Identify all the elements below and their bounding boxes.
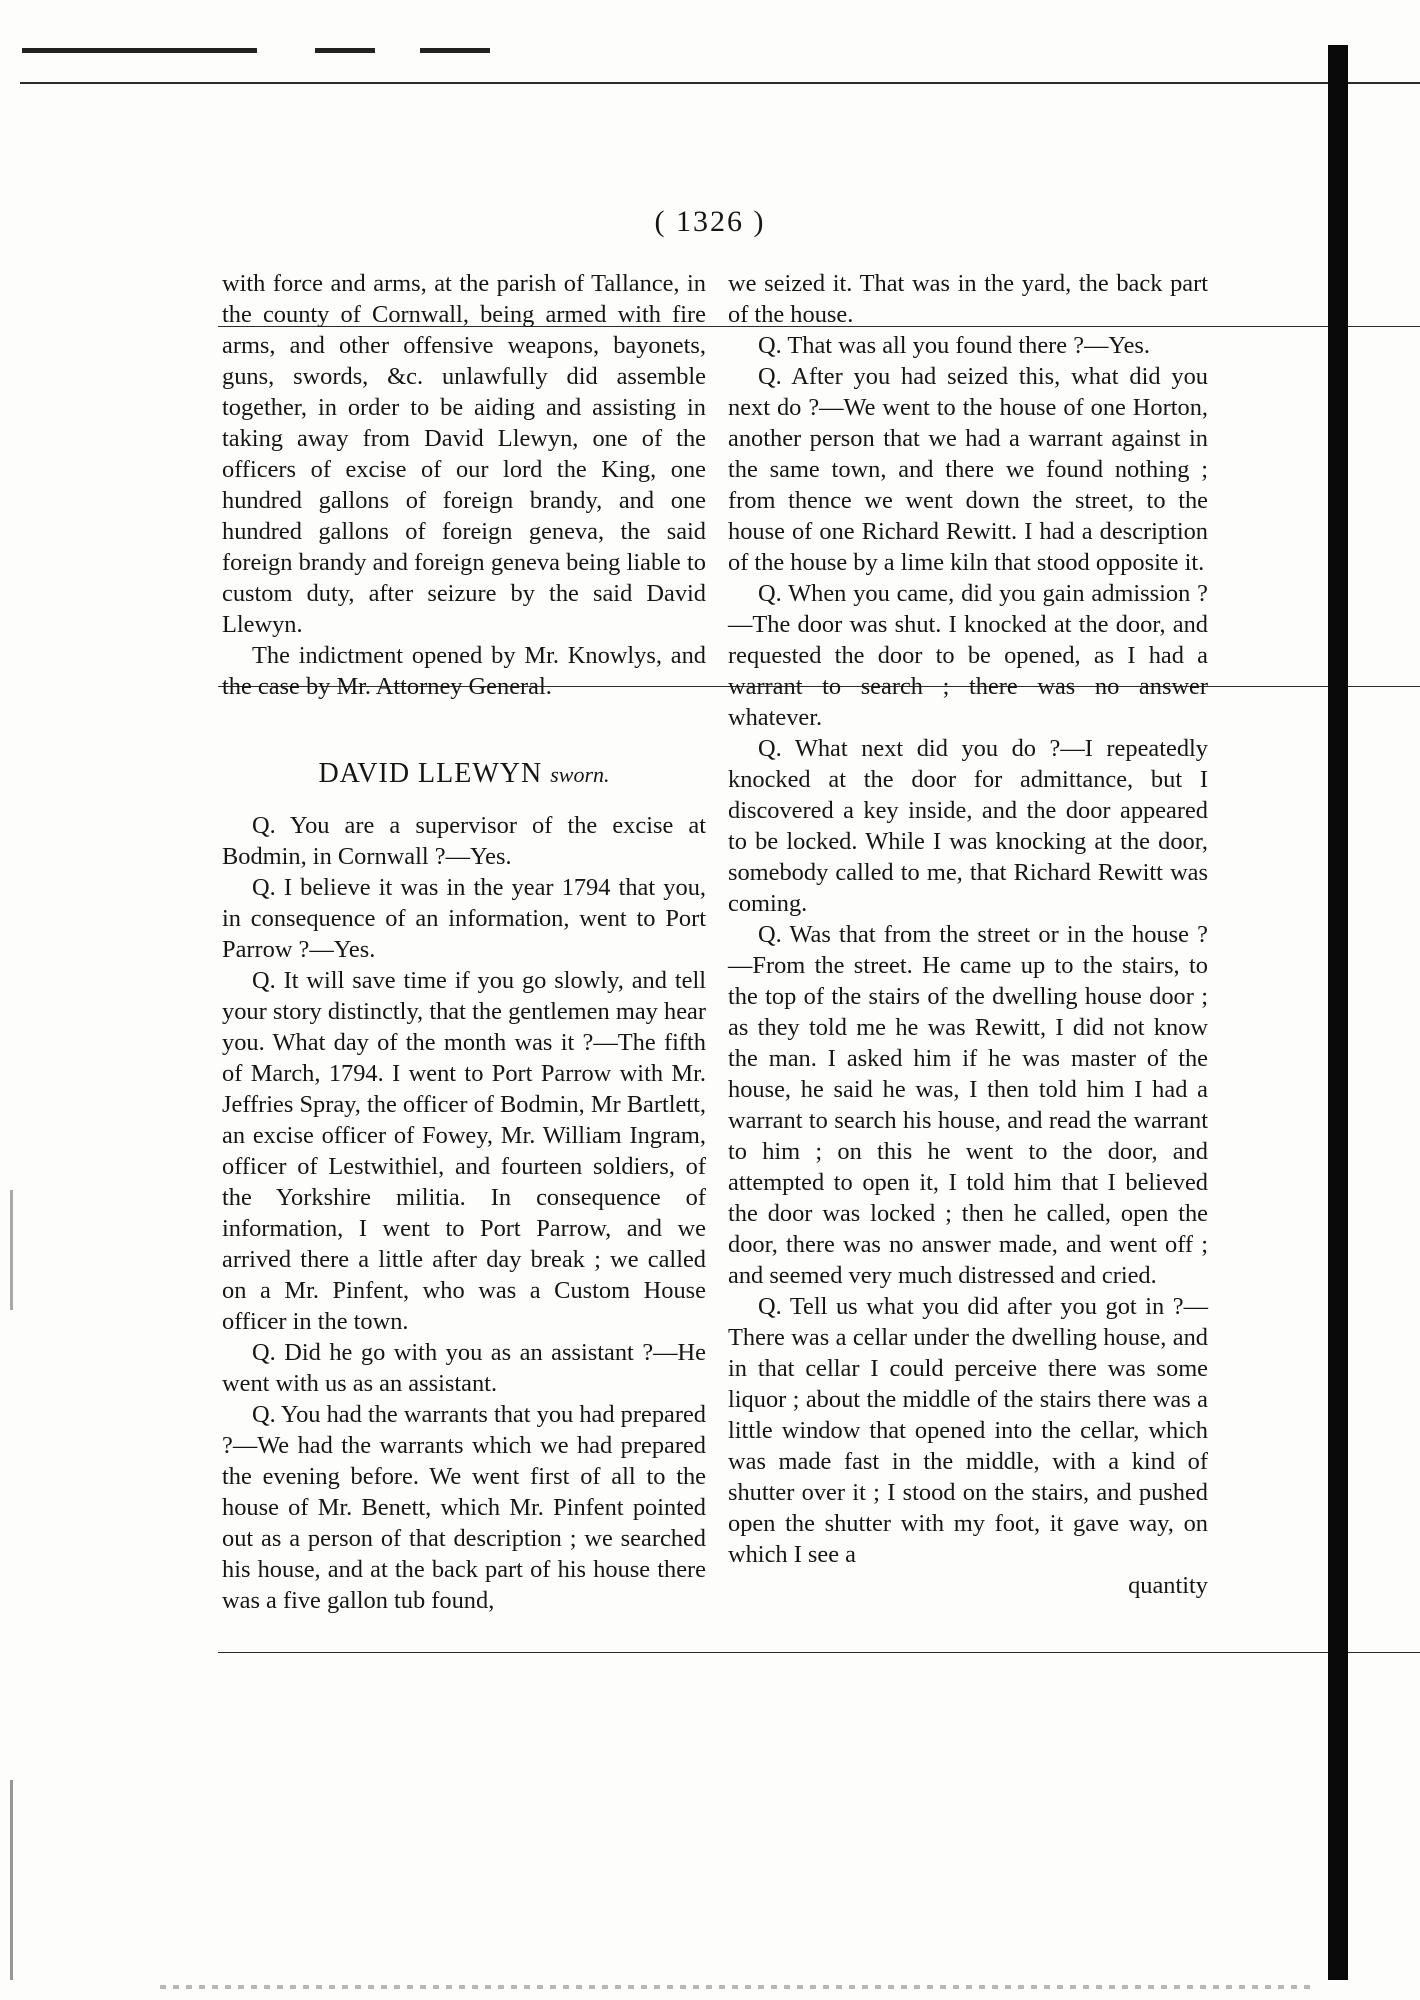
question-answer: Q. After you had seized this, what did you next do ?—We went to the house of one Horton, another person that we had a warrant against in the same town, and there we found nothing ; from thence we went down the street, to the house of one Richard Rewitt. I had a description of the house by a lime kiln that stood opposite it.: [728, 363, 1208, 576]
witness-heading: [222, 758, 706, 790]
scan-artifact-edge: [10, 1190, 13, 1310]
scan-artifact-bottom-noise: [160, 1985, 1310, 1989]
witness-sworn: sworn.: [550, 762, 610, 787]
scan-artifact-binding-bar: [1328, 45, 1348, 1980]
question-answer: Q. When you came, did you gain admission ?—The door was shut. I knocked at the door, and requested the door to be opened, as I had a warrant to search ; there was no answer whatever.: [728, 580, 1208, 731]
question-answer: Q. It will save time if you go slowly, and tell your story distinctly, that the gentlemen may hear you. What day of the month was it ?—The fifth of March, 1794. I went to Port Parrow with Mr. Jeffries Spray, the officer of Bodmin, Mr Bartlett, an excise officer of Fowey, Mr. William Ingram, officer of Lestwithiel, and fourteen soldiers, of the Yorkshire militia. In consequence of information, I went to Port Parrow, and we arrived there a little after day break ; we called on a Mr. Pinfent, who was a Custom House officer in the town.: [222, 967, 706, 1335]
right-column: [728, 268, 1208, 1601]
scan-artifact-top-dash: [420, 48, 490, 53]
question-answer: Q. That was all you found there ?—Yes.: [758, 332, 1150, 359]
page-number: ( 1326 ): [654, 205, 766, 238]
left-column: [222, 268, 706, 1616]
scan-artifact-top-dash: [22, 48, 257, 53]
witness-name: DAVID LLEWYN: [318, 758, 543, 789]
question-answer: Q. You are a supervisor of the excise at Bodmin, in Cornwall ?—Yes.: [222, 812, 706, 870]
question-answer: Q. Was that from the street or in the house ?—From the street. He came up to the stairs, to the top of the stairs of the dwelling house door ; as they told me he was Rewitt, I did not know the man. I asked him if he was master of the house, he said he was, I then told him I had a warrant to search his house, and read the warrant to him ; on this he went to the door, and attempted to open it, I told him that I believed the door was locked ; then he called, open the door, there was no answer made, and went off ; and seemed very much distressed and cried.: [728, 921, 1208, 1289]
scan-artifact-top-rule: [20, 82, 1420, 84]
indictment-text: with force and arms, at the parish of Tallance, in the county of Cornwall, being armed with fire arms, and other offensive weapons, bayonets, guns, swords, &c. unlawfully did assemble together, in order to be aiding and assisting in taking away from David Llewyn, one of the officers of excise of our lord the King, one hundred gallons of foreign brandy, and one hundred gallons of foreign geneva, the said foreign brandy and foreign geneva being liable to custom duty, after seizure by the said David Llewyn.: [222, 270, 706, 638]
scan-artifact-rule: [218, 1652, 1420, 1653]
indictment-opened-note: The indictment opened by Mr. Knowlys, and the case by Mr. Attorney General.: [222, 642, 706, 700]
question-answer: Q. Tell us what you did after you got in ?—There was a cellar under the dwelling house, and in that cellar I could perceive there was some liquor ; about the middle of the stairs there was a little window that opened into the cellar, which was made fast in the middle, with a kind of shutter over it ; I stood on the stairs, and pushed open the shutter with my foot, it gave way, on which I see a: [728, 1293, 1208, 1568]
question-answer: Q. What next did you do ?—I repeatedly knocked at the door for admittance, but I discovered a key inside, and the door appeared to be locked. While I was knocking at the door, somebody called to me, that Richard Rewitt was coming.: [728, 735, 1208, 917]
scan-artifact-edge: [10, 1780, 13, 1980]
question-answer: Q. I believe it was in the year 1794 that you, in consequence of an information, went to Port Parrow ?—Yes.: [222, 874, 706, 963]
catchword: quantity: [1128, 1572, 1208, 1599]
continued-answer: we seized it. That was in the yard, the back part of the house.: [728, 270, 1208, 328]
scan-artifact-top-dash: [315, 48, 375, 53]
question-answer: Q. You had the warrants that you had prepared ?—We had the warrants which we had prepared the evening before. We went first of all to the house of Mr. Benett, which Mr. Pinfent pointed out as a person of that description ; we searched his house, and at the back part of his house there was a five gallon tub found,: [222, 1401, 706, 1614]
question-answer: Q. Did he go with you as an assistant ?—He went with us as an assistant.: [222, 1339, 706, 1397]
